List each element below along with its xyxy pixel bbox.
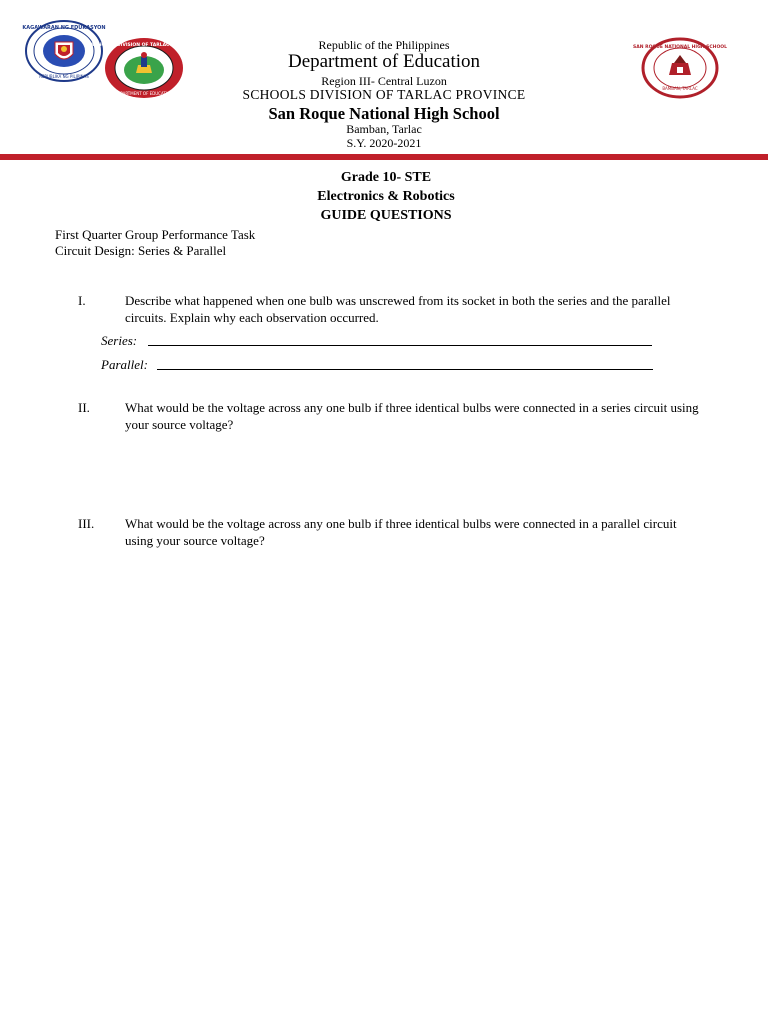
school-name: San Roque National High School (268, 104, 500, 123)
parallel-answer-blank[interactable] (157, 369, 653, 370)
parallel-answer-label: Parallel: (101, 357, 148, 372)
school-seal-icon (633, 37, 727, 99)
task-topic: Circuit Design: Series & Parallel (55, 243, 227, 258)
department-name: Department of Education (287, 51, 481, 72)
question-number: I. (78, 293, 86, 308)
parallel-answer-line[interactable] (101, 357, 148, 373)
series-answer-label: Series: (101, 333, 138, 348)
question-number: III. (78, 516, 95, 531)
question-text: What would be the voltage across any one bulb if three identical bulbs were connected in a parallel circuit using your source voltage? (125, 516, 677, 548)
svg-text:KAGAWARAN NG EDUKASYON: KAGAWARAN NG EDUKASYON (22, 25, 106, 31)
document-title: GUIDE QUESTIONS (320, 208, 452, 223)
svg-text:BAMBAN, TARLAC: BAMBAN, TARLAC (662, 86, 698, 91)
task-name: First Quarter Group Performance Task (55, 227, 256, 242)
svg-text:SAN ROQUE NATIONAL HIGH SCHOOL: SAN ROQUE NATIONAL HIGH SCHOOL (633, 45, 727, 50)
header-divider (0, 154, 768, 160)
series-answer-blank[interactable] (148, 345, 652, 346)
svg-text:DEPARTMENT OF EDUCATION: DEPARTMENT OF EDUCATION (114, 91, 174, 96)
series-answer-line[interactable] (101, 333, 137, 349)
subject-title: Electronics & Robotics (317, 189, 455, 204)
school-location: Bamban, Tarlac (346, 122, 422, 136)
question-text: What would be the voltage across any one bulb if three identical bulbs were connected in a series circuit using your source voltage? (125, 400, 699, 432)
division-line: SCHOOLS DIVISION OF TARLAC PROVINCE (242, 87, 526, 102)
republic-line: Republic of the Philippines (318, 38, 450, 52)
svg-text:REPUBLIKA NG PILIPINAS: REPUBLIKA NG PILIPINAS (39, 74, 89, 79)
svg-text:SCHOOLS DIVISION OF TARLAC PRO: SCHOOLS DIVISION OF TARLAC PROVINCE (91, 43, 197, 48)
question-number: II. (78, 400, 90, 415)
question-text: Describe what happened when one bulb was unscrewed from its socket in both the series and the parallel circuits. Explain why each observation occurred. (125, 293, 671, 325)
grade-title: Grade 10- STE (340, 170, 432, 185)
school-year: S.Y. 2020-2021 (346, 136, 422, 150)
letterhead (0, 0, 768, 160)
region-line: Region III- Central Luzon (321, 74, 447, 88)
